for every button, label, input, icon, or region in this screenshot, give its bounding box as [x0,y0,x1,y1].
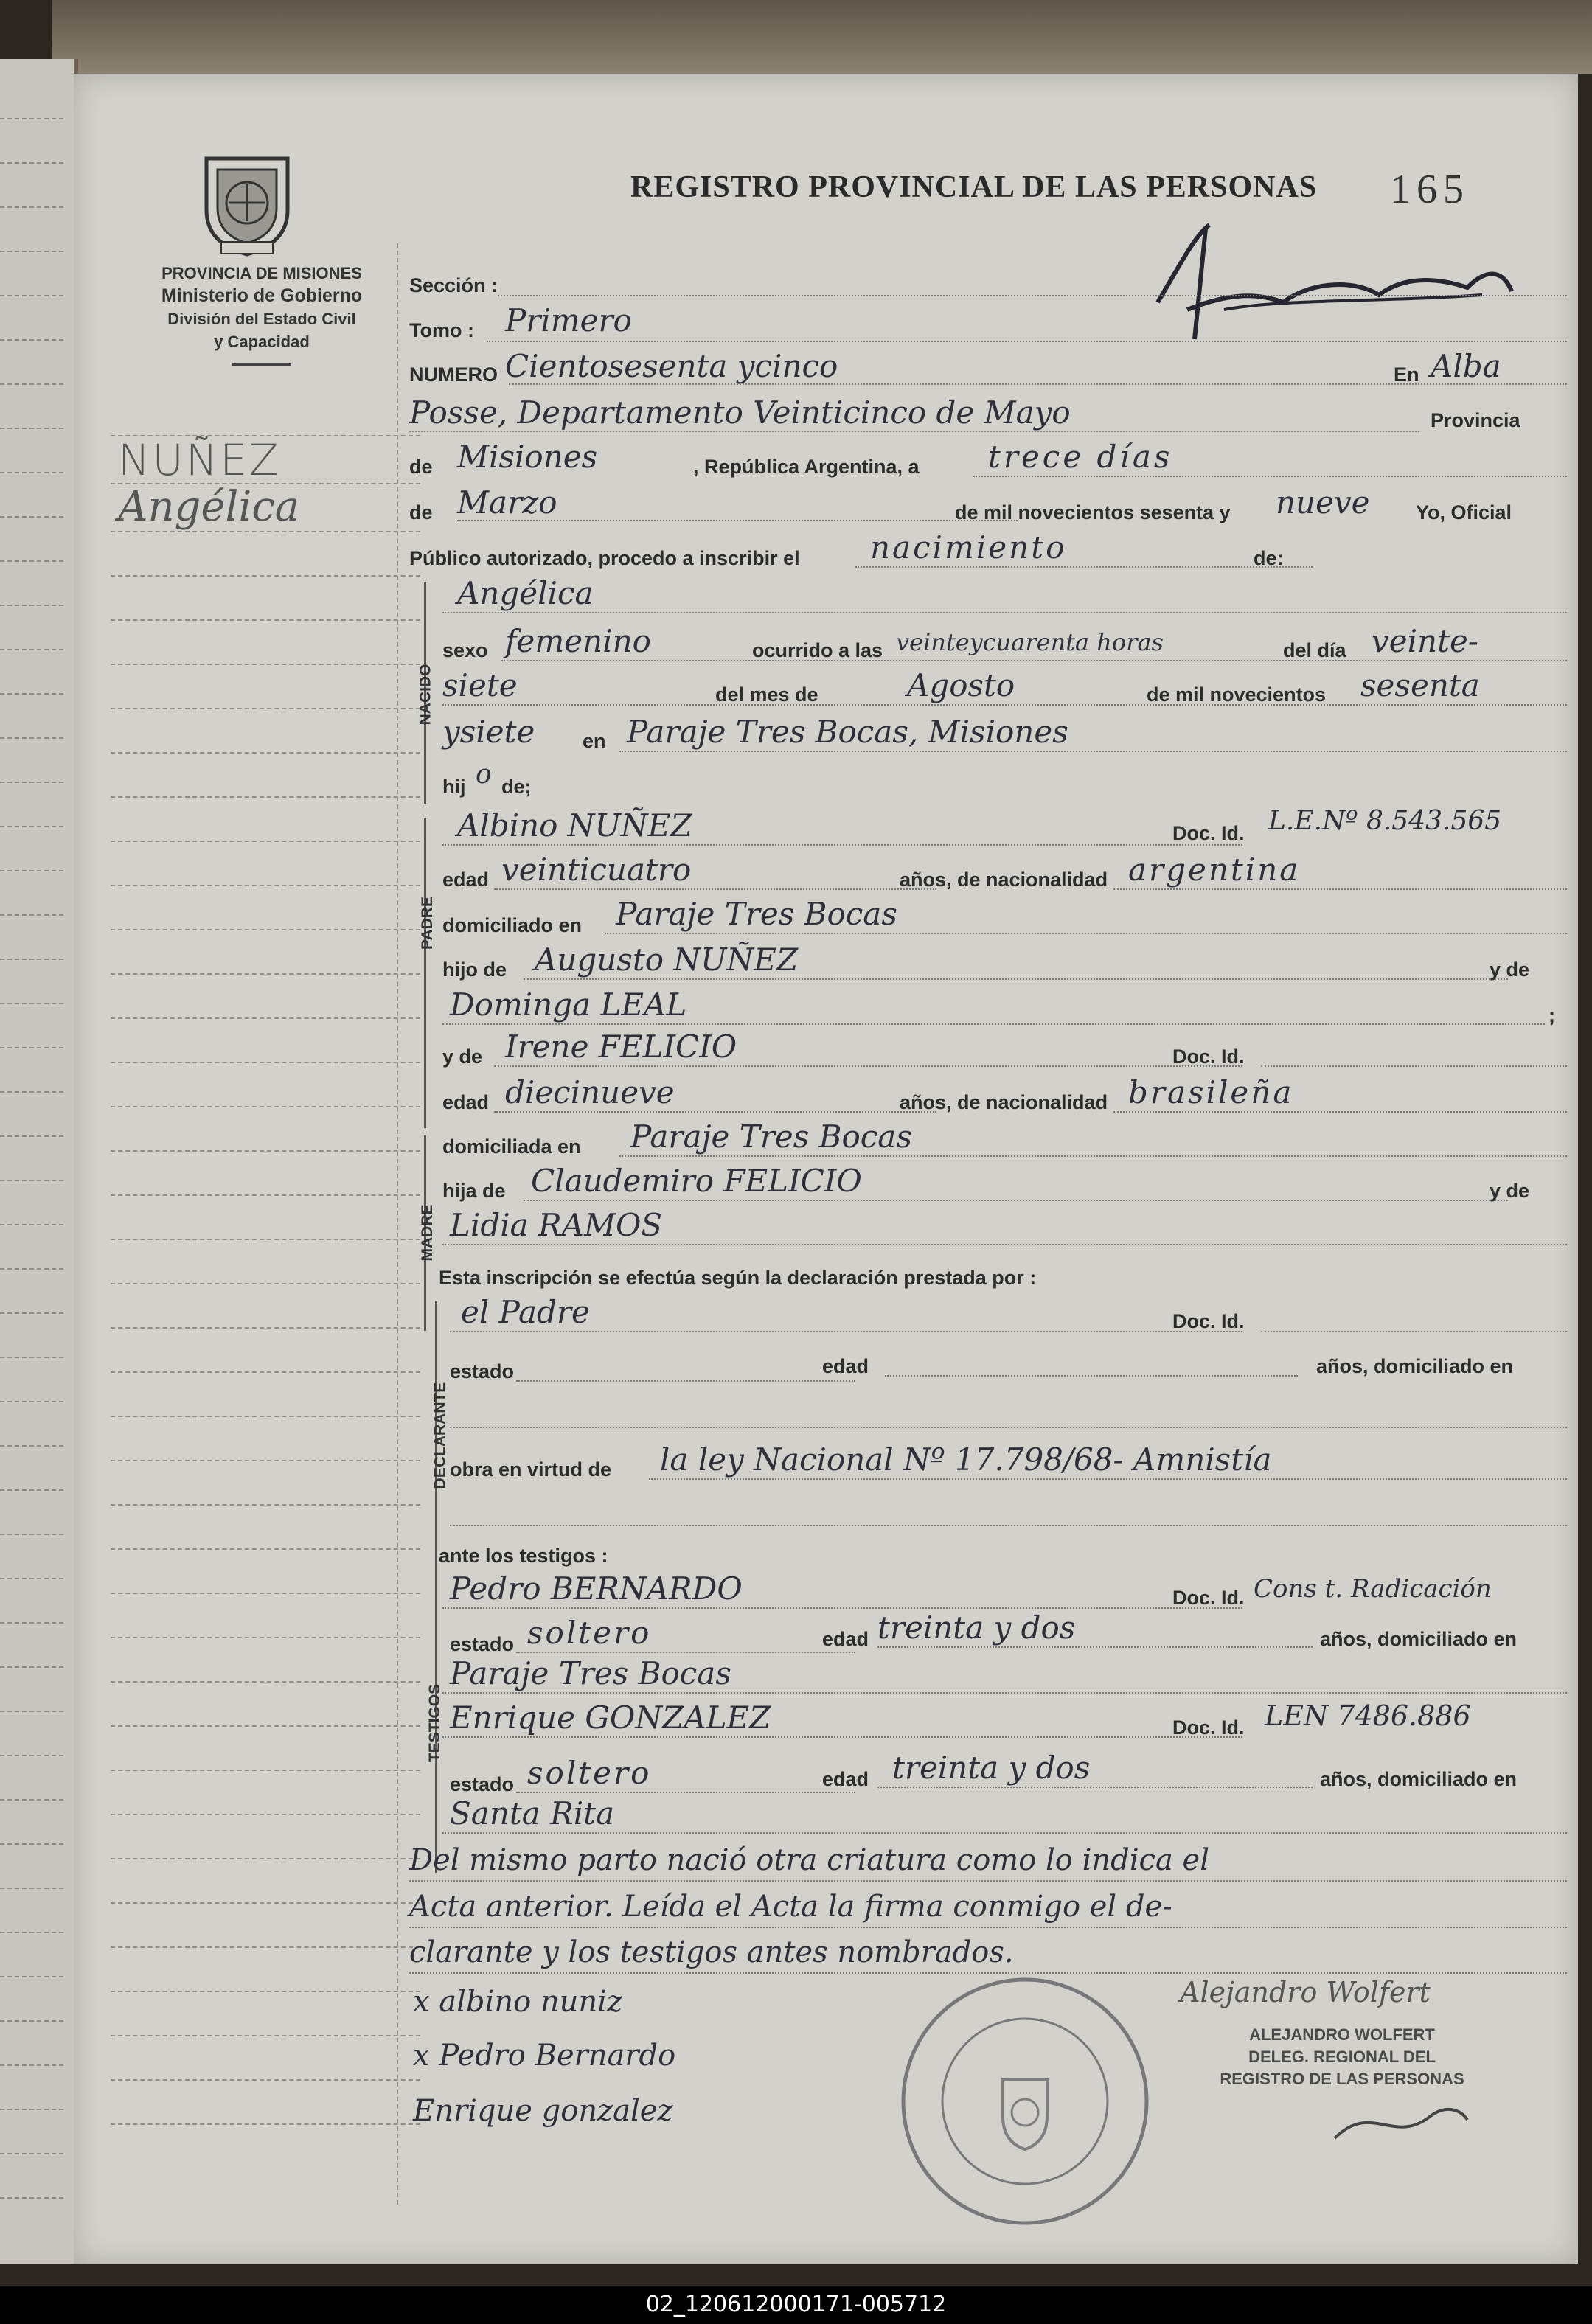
padre-hijo-de-label: hijo de [442,959,507,981]
seccion-label: Sección : [409,274,498,296]
numero-value: Cientosesenta ycinco [505,348,838,384]
agency-line-4: y Capacidad [214,333,310,351]
padre-padre-de: Augusto NUÑEZ [535,942,799,978]
book-spine-edge [52,0,1592,74]
madre-dom-label: domiciliada en [442,1135,581,1158]
madre-nombre: Irene FELICIO [505,1029,737,1065]
en-label-nacido: en [583,730,606,752]
register-page [74,74,1578,2264]
padre-nac-value: argentina [1128,852,1301,888]
obra-label: obra en virtud de [450,1458,612,1481]
obra-value: la ley Nacional Nº 17.798/68- Amnistía [660,1441,1272,1478]
dia-value-2: siete [442,667,518,703]
locality-value: Posse, Departamento Veinticinco de Mayo [409,394,1071,431]
testigo2-nombre: Enrique GONZALEZ [450,1699,771,1736]
agency-line-1: PROVINCIA DE MISIONES [161,264,362,282]
testigo1-edad-value: treinta y dos [877,1610,1076,1646]
declarante-nombre: el Padre [461,1294,590,1330]
stamp-line-3: REGISTRO DE LAS PERSONAS [1220,2070,1464,2088]
dia-value-1: veinte- [1372,623,1478,659]
oficial-label: Yo, Oficial [1416,501,1512,523]
testigo2-estado-label: estado [450,1773,515,1795]
nacido-name: Angélica [457,575,594,611]
year-value: nueve [1276,484,1370,521]
padre-dom-value: Paraje Tres Bocas [616,896,897,932]
padre-edad-label: edad [442,869,490,891]
testigo1-domic-value: Paraje Tres Bocas [450,1655,731,1691]
year-label: de mil novecientos sesenta y [955,501,1231,523]
stamp-line-2: DELEG. REGIONAL DEL [1248,2048,1436,2066]
day-value: trece días [988,439,1173,475]
de-label: de [409,456,433,478]
padre-madre-de: Dominga LEAL [450,987,687,1023]
hijo-value: o [476,759,492,790]
folio-number: 165 [1390,167,1470,212]
provincial-seal-icon [192,147,302,258]
page-title: REGISTRO PROVINCIAL DE LAS PERSONAS [630,170,1318,204]
testigo1-edad-label: edad [822,1628,869,1650]
padre-dom-label: domiciliado en [442,914,583,936]
testigo2-domic-value: Santa Rita [450,1795,615,1831]
madre-doc-label: Doc. Id. [1172,1046,1245,1068]
declarante-edad-label: edad [822,1355,869,1377]
madre-edad-value: diecinueve [505,1074,675,1110]
provincia-value: Misiones [457,439,598,475]
nacido-side-label: NACIDO [417,664,434,726]
anio-value-1: sesenta [1360,667,1480,703]
padre-nac-label: años, de nacionalidad [900,869,1108,891]
madre-padre-de: Claudemiro FELICIO [531,1163,862,1199]
margin-surname: NUÑEZ [118,435,281,485]
officer-signature: Alejandro Wolfert [1180,1976,1431,2008]
signature-declarante: x albino nuniz [413,1985,623,2019]
declarante-intro: Esta inscripción se efectúa según la declaración prestada por : [439,1267,1037,1289]
testigo1-estado-label: estado [450,1633,515,1655]
provincia-label: Provincia [1431,409,1520,431]
padre-semicolon: ; [1548,1004,1555,1026]
closing-line-3: clarante y los testigos antes nombrados. [409,1935,1014,1969]
de-colon-label: de: [1254,547,1284,569]
testigo2-edad-value: treinta y dos [892,1750,1091,1786]
anio-value-2: ysiete [442,714,535,750]
testigo2-domic-label: años, domiciliado en [1320,1768,1518,1790]
testigo2-doc-label: Doc. Id. [1172,1716,1245,1739]
de-label-2: de [409,501,433,523]
previous-page-edge [0,59,78,2264]
madre-dom-value: Paraje Tres Bocas [630,1118,912,1155]
round-official-seal-icon [892,1969,1158,2234]
padre-side-label: PADRE [419,897,436,950]
en-label: En [1394,363,1419,386]
hijo-label: hij [442,776,466,798]
madre-y-de-label-2: y de [1490,1180,1530,1202]
sexo-label: sexo [442,639,488,661]
mil-label: de mil novecientos [1147,683,1327,706]
signature-testigo-2: Enrique gonzalez [413,2094,673,2128]
mes-value: Agosto [907,667,1015,703]
lugar-value: Paraje Tres Bocas, Misiones [627,714,1068,750]
agency-line-2: Ministerio de Gobierno [161,285,363,306]
testigos-side-label: TESTIGOS [426,1683,443,1763]
madre-nac-label: años, de nacionalidad [900,1091,1108,1113]
declarante-domic-label: años, domiciliado en [1316,1355,1514,1377]
testigo2-estado-value: soltero [527,1755,652,1791]
hora-value: veinteycuarenta horas [896,628,1164,656]
madre-hija-de-label: hija de [442,1180,506,1202]
madre-y-de-label: y de [442,1046,483,1068]
month-value: Marzo [457,484,557,521]
closing-line-1: Del mismo parto nació otra criatura como lo indica el [409,1843,1209,1877]
top-signature-mark [1136,221,1519,354]
testigo1-doc-value: Cons t. Radicación [1254,1574,1492,1604]
madre-nac-value: brasileña [1128,1074,1294,1110]
testigo2-edad-label: edad [822,1768,869,1790]
ocurrido-label: ocurrido a las [752,639,883,661]
testigo2-doc-value: LEN 7486.886 [1265,1699,1471,1732]
de-semicolon-label: de; [501,776,532,798]
tomo-label: Tomo : [409,319,474,341]
inscribir-value: nacimiento [870,529,1067,566]
madre-madre-de: Lidia RAMOS [450,1207,663,1243]
en-value: Alba [1431,348,1501,384]
declarante-doc-label: Doc. Id. [1172,1310,1245,1332]
padre-edad-value: veinticuatro [501,852,692,888]
inscribir-label: Público autorizado, procedo a inscribir el [409,547,800,569]
numero-label: NUMERO [409,363,498,386]
margin-given-name: Angélica [118,483,300,531]
testigo1-domic-label: años, domiciliado en [1320,1628,1518,1650]
tomo-value: Primero [505,302,632,338]
image-identifier: 02_120612000171-005712 [645,2292,947,2317]
closing-line-2: Acta anterior. Leída el Acta la firma conmigo el de- [409,1890,1172,1924]
madre-edad-label: edad [442,1091,490,1113]
stamp-name: ALEJANDRO WOLFERT [1249,2025,1435,2044]
testigo1-estado-value: soltero [527,1615,652,1651]
madre-side-label: MADRE [419,1204,436,1262]
republica-label: , República Argentina, a [693,456,920,478]
padre-doc-label: Doc. Id. [1172,822,1245,844]
agency-line-3: División del Estado Civil [167,310,356,328]
declarante-estado-label: estado [450,1360,515,1382]
signature-testigo-1: x Pedro Bernardo [413,2039,676,2073]
del-mes-label: del mes de [715,683,818,706]
del-dia-label: del día [1283,639,1346,661]
declarante-side-label: DECLARANTE [431,1382,449,1489]
testigo1-nombre: Pedro BERNARDO [450,1570,743,1607]
padre-nombre: Albino NUÑEZ [457,807,692,843]
padre-y-de-label: y de [1490,959,1530,981]
officer-signature-flourish [1327,2094,1475,2153]
testigos-intro: ante los testigos : [439,1545,608,1567]
sexo-value: femenino [505,623,651,659]
padre-doc-value: L.E.Nº 8.543.565 [1268,806,1502,836]
testigo1-doc-label: Doc. Id. [1172,1587,1245,1609]
